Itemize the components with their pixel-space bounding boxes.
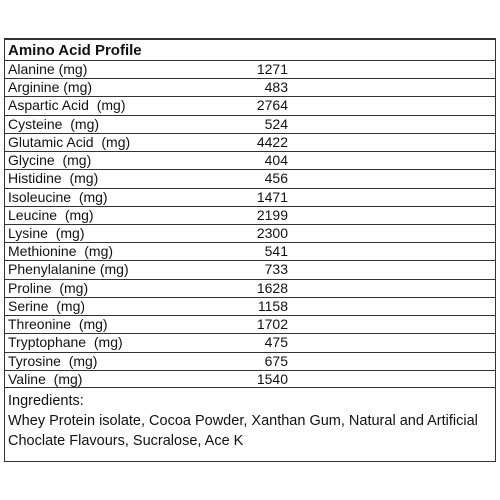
- row-name: Glycine (mg): [8, 152, 92, 169]
- table-row: [5, 96, 495, 114]
- row-value: 1471: [256, 188, 288, 205]
- row-value: 456: [264, 170, 288, 187]
- row-name: Leucine (mg): [8, 206, 94, 223]
- row-name: Isoleucine (mg): [8, 188, 108, 205]
- amino-acid-table: [5, 60, 495, 388]
- table-row: [5, 242, 495, 260]
- row-name: Arginine (mg): [8, 79, 93, 96]
- table-row: [5, 60, 495, 78]
- row-value: 475: [264, 334, 288, 351]
- row-value: 675: [264, 352, 288, 369]
- row-value: 2300: [256, 224, 288, 241]
- row-name: Histidine (mg): [8, 170, 99, 187]
- table-row: [5, 78, 495, 96]
- row-name: Tryptophane (mg): [8, 334, 123, 351]
- row-name: Cysteine (mg): [8, 115, 100, 132]
- row-value: 1158: [257, 297, 288, 314]
- row-value: 733: [264, 261, 288, 278]
- ingredients-text: Whey Protein isolate, Cocoa Powder, Xanthan Gum, Natural and Artificial Choclate Flavours, Sucralose, Ace K: [8, 413, 478, 449]
- table-row: [5, 206, 495, 224]
- table-row: [5, 133, 495, 151]
- row-name: Tyrosine (mg): [8, 352, 98, 369]
- table-row: [5, 260, 495, 278]
- row-name: Threonine (mg): [8, 316, 108, 333]
- ingredients-label: Ingredients:: [8, 393, 84, 409]
- panel-title: Amino Acid Profile: [8, 42, 142, 59]
- row-value: 483: [264, 79, 288, 96]
- row-name: Valine (mg): [8, 370, 83, 387]
- row-value: 404: [264, 152, 288, 169]
- row-value: 2199: [256, 206, 288, 223]
- row-value: 1540: [256, 370, 288, 387]
- row-name: Alanine (mg): [8, 61, 88, 77]
- row-value: 2764: [256, 97, 288, 114]
- row-name: Proline (mg): [8, 279, 89, 296]
- row-value: 1702: [256, 316, 288, 333]
- row-name: Serine (mg): [8, 297, 86, 314]
- table-row: [5, 169, 495, 187]
- table-row: [5, 315, 495, 333]
- table-row: [5, 224, 495, 242]
- table-row: [5, 370, 495, 388]
- row-value: 1271: [256, 61, 288, 77]
- row-value: 4422: [256, 133, 288, 150]
- table-row: [5, 115, 495, 133]
- ingredients-section: [8, 391, 488, 451]
- row-name: Aspartic Acid (mg): [8, 97, 126, 114]
- table-row: [5, 297, 495, 315]
- row-name: Methionine (mg): [8, 243, 114, 260]
- amino-acid-panel: [4, 38, 496, 462]
- row-name: Phenylalanine (mg): [8, 261, 129, 278]
- row-value: 541: [264, 243, 288, 260]
- table-row: [5, 151, 495, 169]
- row-name: Glutamic Acid (mg): [8, 133, 131, 150]
- table-row: [5, 352, 495, 370]
- row-value: 524: [264, 115, 288, 132]
- row-name: Lysine (mg): [8, 224, 85, 241]
- table-row: [5, 333, 495, 351]
- table-row: [5, 188, 495, 206]
- row-value: 1628: [256, 279, 288, 296]
- table-row: [5, 279, 495, 297]
